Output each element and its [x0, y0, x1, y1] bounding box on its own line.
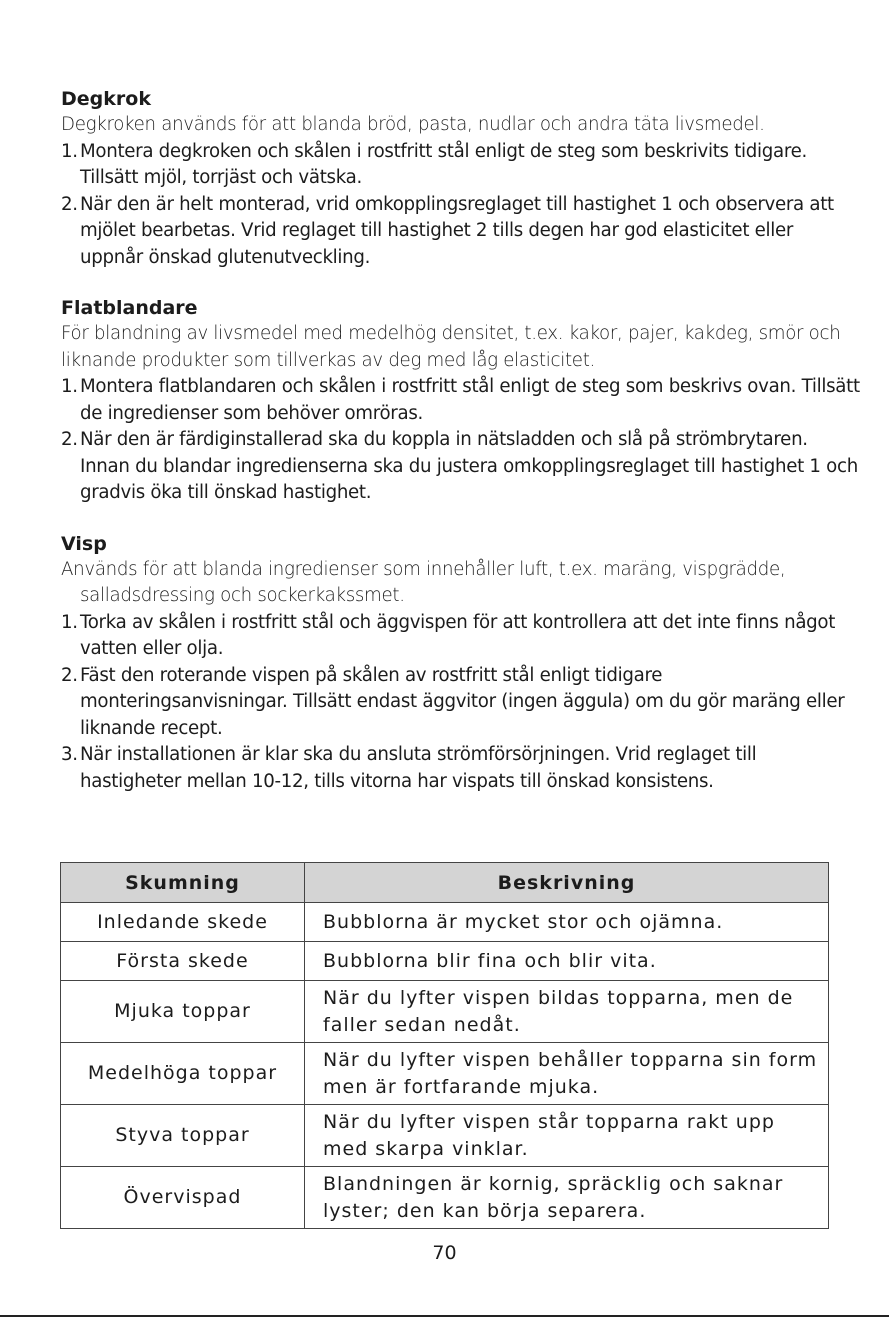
- list-text: När installationen är klar ska du ansluta strömförsörjningen. Vrid reglaget till hastigheter mellan 10-12, tills vitorna har vispats till önskad konsistens.: [80, 744, 757, 792]
- list-text: När den är färdiginstallerad ska du koppla in nätsladden och slå på strömbrytaren. Innan du blandar ingredienserna ska du justera omkopplingsreglaget till hastighet 1 och gradvis öka till önskad hastighet.: [80, 429, 858, 503]
- list-item: [61, 742, 861, 795]
- section-intro: För blandning av livsmedel med medelhög densitet, t.ex. kakor, pajer, kakdeg, smör och liknande produkter som tillverkas av deg med låg elasticitet.: [61, 323, 841, 371]
- list-text: Torka av skålen i rostfritt stål och äggvispen för att kontrollera att det inte finns något vatten eller olja.: [80, 611, 836, 659]
- page-number: 70: [432, 1242, 457, 1264]
- table-cell-stage: Medelhöga toppar: [61, 1043, 305, 1105]
- table-cell-description: Bubblorna är mycket stor och ojämna.: [305, 903, 829, 942]
- list-text: Fäst den roterande vispen på skålen av rostfritt stål enligt tidigare monteringsanvisningar. Tillsätt endast äggvitor (ingen äggula) om du gör maräng eller liknande recept.: [80, 664, 845, 739]
- table-cell-description: När du lyfter vispen står topparna rakt upp med skarpa vinklar.: [305, 1105, 829, 1167]
- table-row: [61, 1105, 829, 1167]
- list-text: Montera flatblandaren och skålen i rostfritt stål enligt de steg som beskrivs ovan. Tillsätt de ingredienser som behöver omröras.: [80, 376, 860, 424]
- table-cell-description: Bubblorna blir fina och blir vita.: [305, 942, 829, 981]
- list-item: [61, 610, 861, 663]
- column-header-beskrivning: Beskrivning: [305, 863, 829, 903]
- section-intro: Används för att blanda ingredienser som innehåller luft, t.ex. maräng, vispgrädde, salladsdressing och sockerkakssmet.: [61, 558, 786, 606]
- list-item: [61, 663, 861, 743]
- whipping-table: [60, 862, 829, 1229]
- section-title: Visp: [61, 532, 107, 555]
- table-cell-description: När du lyfter vispen behåller topparna sin form men är fortfarande mjuka.: [305, 1043, 829, 1105]
- table-cell-stage: Styva toppar: [61, 1105, 305, 1167]
- section-title: Flatblandare: [61, 297, 198, 319]
- list-item: [61, 139, 861, 192]
- list-number: 1.: [61, 611, 78, 633]
- section-flatblandare: [61, 295, 861, 507]
- list-text: Montera degkroken och skålen i rostfritt stål enligt de steg som beskrivits tidigare. Tillsätt mjöl, torrjäst och vätska.: [80, 140, 808, 188]
- table-row: [61, 1167, 829, 1229]
- section-intro: Degkroken används för att blanda bröd, pasta, nudlar och andra täta livsmedel.: [61, 114, 765, 135]
- section-title: Degkrok: [61, 88, 151, 110]
- list-number: 2.: [61, 664, 78, 686]
- list-number: 2.: [61, 193, 78, 215]
- list-item: [61, 427, 861, 507]
- list-text: När den är helt monterad, vrid omkopplingsreglaget till hastighet 1 och observera att mjölet bearbetas. Vrid reglaget till hastighet 2 tills degen har god elasticitet eller uppnår önskad glutenutveckling.: [80, 193, 834, 268]
- table-cell-description: När du lyfter vispen bildas topparna, men de faller sedan nedåt.: [305, 981, 829, 1043]
- list-number: 1.: [61, 376, 78, 397]
- section-degkrok: [61, 86, 861, 271]
- stages-table: [60, 862, 829, 1229]
- document-body: [61, 86, 861, 819]
- table-row: [61, 942, 829, 981]
- list-item: [61, 192, 861, 272]
- list-number: 2.: [61, 429, 78, 450]
- list-item: [61, 374, 861, 427]
- table-cell-description: Blandningen är kornig, spräcklig och saknar lyster; den kan börja separera.: [305, 1167, 829, 1229]
- table-header-row: [61, 863, 829, 903]
- table-row: [61, 1043, 829, 1105]
- bottom-divider: [0, 1315, 889, 1317]
- table-cell-stage: Första skede: [61, 942, 305, 981]
- table-cell-stage: Inledande skede: [61, 903, 305, 942]
- column-header-skumning: Skumning: [61, 863, 305, 903]
- list-number: 3.: [61, 744, 78, 765]
- table-cell-stage: Övervispad: [61, 1167, 305, 1229]
- table-cell-stage: Mjuka toppar: [61, 981, 305, 1043]
- table-row: [61, 903, 829, 942]
- list-number: 1.: [61, 140, 78, 162]
- section-visp: [61, 531, 861, 796]
- table-row: [61, 981, 829, 1043]
